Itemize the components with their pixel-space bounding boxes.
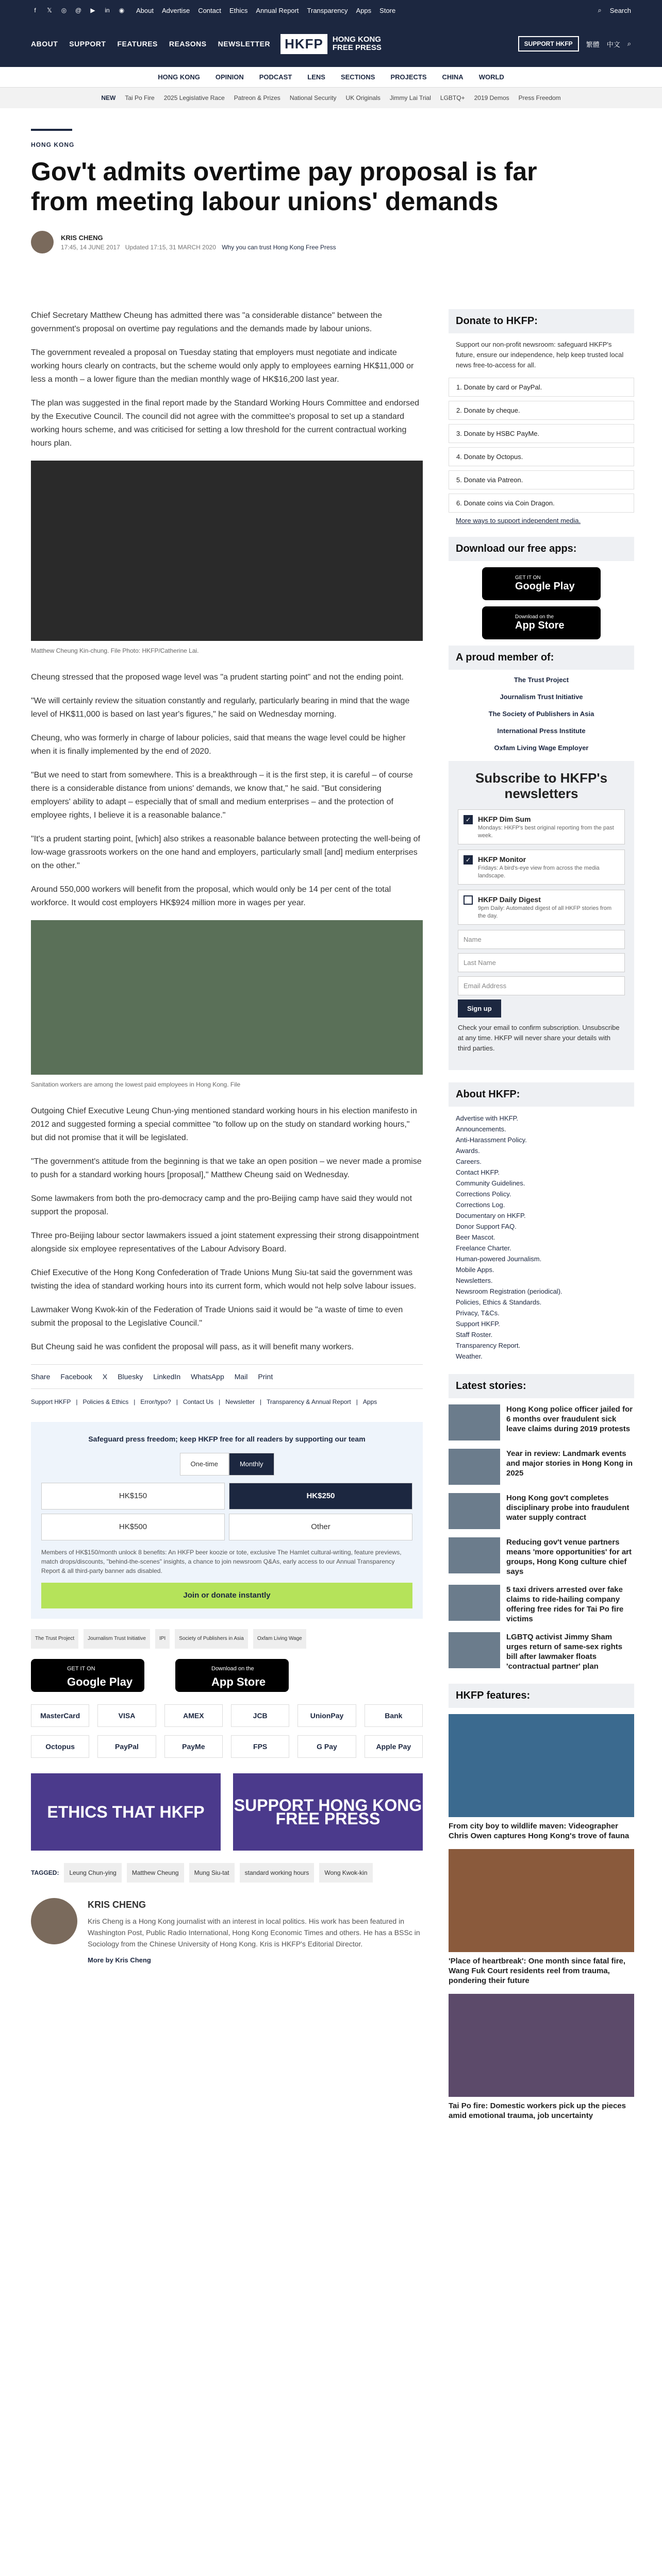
about-link[interactable]: Privacy, T&Cs. <box>456 1309 500 1317</box>
as-label: App Store <box>515 620 565 631</box>
member-heading: A proud member of: <box>449 646 634 670</box>
thumbnail <box>449 1449 500 1485</box>
paragraph: Lawmaker Wong Kwok-kin of the Federation of Trade Unions said it would be "a waste of time to even submit the proposal to the Legislative Council." <box>31 1306 403 1328</box>
checkbox-icon[interactable] <box>464 895 473 905</box>
about-link[interactable]: Documentary on HKFP. <box>456 1212 526 1219</box>
signup-button[interactable]: Sign up <box>458 999 501 1018</box>
applepay-icon: Apple Pay <box>365 1735 423 1758</box>
trending-link[interactable]: 2025 Legislative Race <box>163 94 225 101</box>
author-bio: Kris Cheng is a Hong Kong journalist with an interest in local politics. His work has been featured in Washington Post, Public Radio International, Hong Kong Economic Times and others. He has a BSSc in Sociology from the Chinese University of Hong Kong. Kris is HKFP's Editorial Director. <box>88 1917 420 1948</box>
thumbnail <box>449 1632 500 1668</box>
gpay-icon: G Pay <box>297 1735 356 1758</box>
rss-icon[interactable]: ◉ <box>119 7 125 14</box>
paragraph: Some lawmakers from both the pro-democracy camp and the pro-Beijing camp have said they would not support the proposal. <box>31 1194 412 1216</box>
author-name[interactable]: KRIS CHENG <box>61 233 103 242</box>
tag[interactable]: Wong Kwok-kin <box>319 1863 372 1883</box>
about-link[interactable]: Corrections Policy. <box>456 1190 511 1198</box>
donate-method[interactable]: 2. Donate by cheque. <box>449 401 634 420</box>
share-mail[interactable]: Mail <box>234 1372 248 1381</box>
ethics-banner[interactable]: ETHICS THAT HKFP <box>31 1773 221 1851</box>
story-title[interactable]: Year in review: Landmark events and major stories in Hong Kong in 2025 <box>506 1449 633 1478</box>
search-label[interactable]: Search <box>609 6 631 14</box>
paragraph: But Cheung said he was confident the proposal will pass, as it will benefit many workers. <box>31 1343 354 1351</box>
paragraph: Cheung stressed that the proposed wage level was "a prudent starting point" and not the ending point. <box>31 673 404 682</box>
google-play-button[interactable] <box>31 1659 144 1692</box>
about-link[interactable]: Staff Roster. <box>456 1331 493 1338</box>
main-nav <box>0 67 662 88</box>
nl-name: HKFP Daily Digest <box>478 895 541 904</box>
paypal-icon: PayPal <box>97 1735 156 1758</box>
feature-image <box>449 1714 634 1817</box>
more-by-author[interactable]: More by Kris Cheng <box>88 1956 151 1964</box>
instagram-icon[interactable]: ◎ <box>61 7 67 14</box>
monthly-option[interactable]: Monthly <box>229 1453 274 1476</box>
nl-name: HKFP Dim Sum <box>478 815 531 823</box>
bank-icon: Bank <box>365 1704 423 1727</box>
donate-method[interactable]: 5. Donate via Patreon. <box>449 470 634 489</box>
newsletter-option[interactable] <box>458 809 625 844</box>
octopus-icon: Octopus <box>31 1735 89 1758</box>
author-box <box>31 1898 423 1967</box>
about-link[interactable]: Newsroom Registration (periodical). <box>456 1287 562 1295</box>
facebook-icon[interactable]: f <box>34 7 36 14</box>
story-title[interactable]: LGBTQ activist Jimmy Sham urges return of same-sex rights bill after lawmaker floats 'contractual partner' plan <box>506 1633 623 1671</box>
photo-caption: Sanitation workers are among the lowest paid employees in Hong Kong. File <box>31 1081 241 1088</box>
checkbox-checked-icon[interactable]: ✓ <box>464 815 473 824</box>
tag[interactable]: standard working hours <box>240 1863 315 1883</box>
threads-icon[interactable]: @ <box>75 7 82 14</box>
x-icon[interactable]: 𝕏 <box>47 7 52 14</box>
menu-support[interactable]: SUPPORT <box>69 40 106 48</box>
top-link-about[interactable]: About <box>136 6 154 14</box>
payment-logos <box>31 1704 423 1758</box>
signup-note: Check your email to confirm subscription. Unsubscribe at any time. HKFP will never share your details with third parties. <box>458 1024 620 1052</box>
donate-method[interactable]: 4. Donate by Octopus. <box>449 447 634 466</box>
list-item[interactable] <box>449 1632 634 1671</box>
nav-sections[interactable]: SECTIONS <box>340 73 375 81</box>
nl-desc: Fridays: A bird's-eye view from across the media landscape. <box>478 865 600 879</box>
mastercard-icon: MasterCard <box>31 1704 89 1727</box>
share-print[interactable]: Print <box>258 1372 273 1381</box>
top-link-contact[interactable]: Contact <box>198 6 221 14</box>
paragraph: The government revealed a proposal on Tuesday stating that employers must negotiate and indicate working hours clearly on contracts, but the scheme would only apply to employees earning HK$11,000 or less a month – a lower figure than the median monthly wage of HK$16,200 last year. <box>31 348 414 384</box>
trending-link[interactable]: UK Originals <box>345 94 380 101</box>
as-small: Download on the <box>211 1666 254 1672</box>
tag[interactable]: Matthew Cheung <box>127 1863 184 1883</box>
as-small: Download on the <box>515 614 554 620</box>
linkedin-icon[interactable]: in <box>105 7 110 14</box>
share-bar <box>31 1364 423 1389</box>
nl-desc: Mondays: HKFP's best original reporting from the past week. <box>478 825 614 839</box>
donate-heading: Donate to HKFP: <box>449 309 634 333</box>
photo-caption: Matthew Cheung Kin-chung. File Photo: HKFP/Catherine Lai. <box>31 647 199 654</box>
newsletter-title: Subscribe to HKFP's newsletters <box>475 770 608 801</box>
donate-methods <box>449 378 634 513</box>
unionpay-icon: UnionPay <box>297 1704 356 1727</box>
app-buttons <box>31 1659 423 1692</box>
member-logo[interactable]: The Trust Project <box>514 676 569 684</box>
about-link[interactable]: Donor Support FAQ. <box>456 1223 517 1230</box>
about-link[interactable]: Awards. <box>456 1147 480 1155</box>
paragraph: "It's a prudent starting point, [which] also strikes a reasonable balance between protecting the well-being of low-wage grassroots workers on the one hand and employers, particularly small [and] medium enterprises on the other." <box>31 835 420 870</box>
member-benefits: Members of HK$150/month unlock 8 benefits: An HKFP beer koozie or tote, exclusive The Hamlet cultural-writing, feature previews, match drops/discounts, "behind-the-scenes" insights, a chance to join newsroom Q&As, early access to our Annual Transparency Report & all third-party banner ads disabled. <box>41 1549 402 1574</box>
share-bluesky[interactable]: Bluesky <box>118 1372 143 1381</box>
nl-desc: 9pm Daily: Automated digest of all HKFP stories from the day. <box>478 905 612 919</box>
about-link[interactable]: Support HKFP. <box>456 1320 500 1328</box>
tag[interactable]: Mung Siu-tat <box>189 1863 235 1883</box>
jcb-icon: JCB <box>231 1704 289 1727</box>
about-link[interactable]: Community Guidelines. <box>456 1179 525 1187</box>
story-title[interactable]: Hong Kong police officer jailed for 6 months over fraudulent sick leave claims during 2019 protests <box>506 1405 633 1433</box>
feature-title[interactable]: From city boy to wildlife maven: Videographer Chris Owen captures Hong Kong's trove of fauna <box>449 1822 630 1840</box>
about-link[interactable]: Mobile Apps. <box>456 1266 494 1274</box>
feature-image <box>449 1849 634 1952</box>
footer-link[interactable]: Contact Us <box>183 1398 214 1405</box>
logo-line1: HONG KONG <box>332 35 382 44</box>
tags-label: TAGGED: <box>31 1869 59 1876</box>
story-title[interactable]: Hong Kong gov't completes disciplinary probe into fraudulent water supply contract <box>506 1494 630 1522</box>
footer-link[interactable]: Policies & Ethics <box>82 1398 129 1405</box>
donation-tiers <box>41 1483 412 1540</box>
paragraph: "But we need to start from somewhere. This is a breakthrough – it is the first step, it is careful – of course there is a considerable distance from unions' demands, we know that," he said. "But considering employers' ability to adapt – especially that of small and medium enterprises – and the protection of employee rights, I believe it is a reasonable balance." <box>31 771 413 820</box>
jti-badge[interactable]: Journalism Trust Initiative <box>84 1629 150 1649</box>
paragraph: "We will certainly review the situation constantly and regularly, particularly bearing in mind that the wage level of HK$11,000 is based on last year's figures," he said on Wednesday morning. <box>31 697 410 719</box>
about-link[interactable]: Contact HKFP. <box>456 1168 500 1176</box>
footer-link[interactable]: Apps <box>362 1398 377 1405</box>
newsletter-option[interactable] <box>458 850 625 885</box>
donate-method[interactable]: 1. Donate by card or PayPal. <box>449 378 634 397</box>
top-link-store[interactable]: Store <box>379 6 396 14</box>
lang-switch-2[interactable]: 中文 <box>606 40 620 48</box>
nav-podcast[interactable]: PODCAST <box>259 73 292 81</box>
feature-title[interactable]: 'Place of heartbreak': One month since fatal fire, Wang Fuk Court residents reel from trauma, pondering their future <box>449 1957 626 1985</box>
list-item[interactable] <box>449 1404 634 1440</box>
feature-image <box>449 1994 634 2097</box>
avatar[interactable] <box>31 1898 77 1944</box>
lang-switch[interactable]: 繁體 <box>586 40 600 48</box>
about-link[interactable]: Beer Mascot. <box>456 1233 495 1241</box>
tags <box>31 1863 423 1883</box>
publish-date: 17:45, 14 JUNE 2017 <box>61 243 120 251</box>
donate-heading: Safeguard press freedom; keep HKFP free for all readers by supporting our team <box>88 1435 366 1443</box>
member-logo[interactable]: International Press Institute <box>497 727 586 735</box>
masthead <box>0 21 662 67</box>
about-link[interactable]: Announcements. <box>456 1125 506 1133</box>
list-item[interactable] <box>449 1537 634 1577</box>
apps-heading: Download our free apps: <box>449 537 634 561</box>
about-list <box>449 1113 634 1362</box>
frequency-toggle <box>41 1453 412 1476</box>
paragraph: Three pro-Beijing labour sector lawmakers issued a joint statement expressing their strong disappointment alongside six employee representatives of the Labour Advisory Board. <box>31 1231 419 1253</box>
article-title: Gov't admits overtime pay proposal is far from meeting labour unions' demands <box>31 157 537 216</box>
top-link-annual-report[interactable]: Annual Report <box>256 6 299 14</box>
logo-box: HKFP <box>280 34 327 54</box>
app-store-button[interactable] <box>482 606 601 639</box>
join-button[interactable]: Join or donate instantly <box>41 1583 412 1608</box>
amex-icon: AMEX <box>164 1704 223 1727</box>
menu-reasons[interactable]: REASONS <box>169 40 207 48</box>
oxfam-badge[interactable]: Oxfam Living Wage <box>253 1629 306 1649</box>
gp-label: Google Play <box>515 581 575 592</box>
sanitation-workers-photo <box>31 920 423 1075</box>
sidebar <box>449 309 634 2129</box>
menu-about[interactable]: ABOUT <box>31 40 58 48</box>
paragraph: Chief Executive of the Hong Kong Confederation of Trade Unions Mung Siu-tat said the government was twisting the idea of standard working hours into its current form, which would not help solve labour issues. <box>31 1268 417 1291</box>
about-link[interactable]: Advertise with HKFP. <box>456 1114 519 1122</box>
tag[interactable]: Leung Chun-ying <box>64 1863 121 1883</box>
name-input[interactable]: Name <box>458 930 625 949</box>
nav-hong-kong[interactable]: HONG KONG <box>158 73 200 81</box>
author-box-name[interactable]: KRIS CHENG <box>88 1900 146 1910</box>
trending-link[interactable]: LGBTQ+ <box>440 94 465 101</box>
trending-link[interactable]: 2019 Demos <box>474 94 509 101</box>
google-play-button[interactable] <box>482 567 601 600</box>
app-store-button[interactable] <box>175 1659 289 1692</box>
masthead-menu <box>31 40 270 48</box>
youtube-icon[interactable]: ▶ <box>90 7 95 14</box>
paragraph: Chief Secretary Matthew Cheung has admitted there was "a considerable distance" between the government's proposal on overtime pay regulations and the demands made by labour unions. <box>31 311 383 333</box>
nav-world[interactable]: WORLD <box>478 73 504 81</box>
about-link[interactable]: Newsletters. <box>456 1277 493 1284</box>
paragraph: Outgoing Chief Executive Leung Chun-ying mentioned standard working hours in his election manifesto in 2012 and suggested forming a special committee "to follow up on the study on standard working hours," but did not promise that it will be legislated. <box>31 1107 417 1142</box>
share-label: Share <box>31 1372 51 1381</box>
last-name-input[interactable]: Last Name <box>458 953 625 972</box>
author-avatar[interactable] <box>31 231 54 253</box>
trending-link[interactable]: Patreon & Prizes <box>234 94 280 101</box>
fps-icon: FPS <box>231 1735 289 1758</box>
donate-widget <box>31 1422 423 1619</box>
trust-badges <box>31 1629 423 1649</box>
share-facebook[interactable]: Facebook <box>60 1372 92 1381</box>
feature-title[interactable]: Tai Po fire: Domestic workers pick up the pieces amid emotional trauma, job uncertainty <box>449 2102 626 2120</box>
logo-text <box>333 36 382 52</box>
tier-500[interactable]: HK$500 <box>41 1514 225 1540</box>
about-link[interactable]: Freelance Charter. <box>456 1244 511 1252</box>
top-link-ethics[interactable]: Ethics <box>229 6 248 14</box>
support-hkfp-button[interactable]: SUPPORT HKFP <box>518 36 579 52</box>
trending-link[interactable]: Press Freedom <box>518 94 561 101</box>
trending-bar <box>0 88 662 108</box>
feature-item[interactable] <box>449 1849 634 1986</box>
thumbnail <box>449 1404 500 1440</box>
story-title[interactable]: Reducing gov't venue partners means 'more opportunities' for art groups, Hong Kong culture chief says <box>506 1538 632 1576</box>
thumbnail <box>449 1493 500 1529</box>
member-logo[interactable]: Oxfam Living Wage Employer <box>494 744 589 752</box>
search-icon[interactable]: ⌕ <box>627 40 631 47</box>
thumbnail <box>449 1585 500 1621</box>
about-link[interactable]: Anti-Harassment Policy. <box>456 1136 527 1144</box>
footer-link[interactable]: Support HKFP <box>31 1398 71 1405</box>
about-link[interactable]: Weather. <box>456 1352 483 1360</box>
updated-date: Updated 17:15, 31 MARCH 2020 <box>125 243 216 251</box>
promo-banners <box>31 1773 423 1851</box>
category-kicker[interactable]: HONG KONG <box>31 141 75 148</box>
footer-link[interactable]: Error/typo? <box>140 1398 171 1405</box>
nav-projects[interactable]: PROJECTS <box>390 73 427 81</box>
footer-link[interactable]: Newsletter <box>225 1398 255 1405</box>
top-link-transparency[interactable]: Transparency <box>307 6 348 14</box>
about-link[interactable]: Transparency Report. <box>456 1342 521 1349</box>
sopa-badge[interactable]: Society of Publishers in Asia <box>175 1629 248 1649</box>
nl-name: HKFP Monitor <box>478 855 526 863</box>
about-link[interactable]: Corrections Log. <box>456 1201 505 1209</box>
newsletter-option[interactable] <box>458 890 625 925</box>
paragraph: Cheung, who was formerly in charge of labour policies, said that means the wage level could be higher when it is finally implemented by the end of 2020. <box>31 734 406 756</box>
trending-link[interactable]: Jimmy Lai Trial <box>389 94 431 101</box>
byline <box>31 231 634 253</box>
top-utility-bar <box>0 0 662 21</box>
ipi-badge[interactable]: IPI <box>155 1629 170 1649</box>
features-heading: HKFP features: <box>449 1684 634 1708</box>
matthew-cheung-photo <box>31 461 423 641</box>
article-body <box>31 309 423 1967</box>
new-label: NEW <box>101 94 116 101</box>
trending-link[interactable]: Tai Po Fire <box>125 94 155 101</box>
share-x[interactable]: X <box>102 1372 108 1381</box>
article-header <box>31 129 634 259</box>
member-logo[interactable]: The Society of Publishers in Asia <box>488 710 594 718</box>
tier-250[interactable]: HK$250 <box>229 1483 412 1510</box>
tier-other[interactable]: Other <box>229 1514 412 1540</box>
feature-item[interactable] <box>449 1994 634 2121</box>
menu-features[interactable]: FEATURES <box>117 40 158 48</box>
article-footer-links: Support HKFP | Policies & Ethics | Error/typo? | Contact Us | Newsletter | Transparency & Annual Report | Apps <box>31 1395 423 1409</box>
tier-150[interactable]: HK$150 <box>41 1483 225 1510</box>
menu-newsletter[interactable]: NEWSLETTER <box>218 40 271 48</box>
trust-project-badge[interactable]: The Trust Project <box>31 1629 78 1649</box>
list-item[interactable] <box>449 1449 634 1485</box>
social-icons <box>31 6 126 14</box>
donate-method[interactable]: 3. Donate by HSBC PayMe. <box>449 424 634 443</box>
payme-icon: PayMe <box>164 1735 223 1758</box>
paragraph: Around 550,000 workers will benefit from the proposal, which would only be 14 per cent of the total workforce. It would cost employers HK$924 million more in wages per year. <box>31 885 391 907</box>
logo-line2: FREE PRESS <box>332 43 382 52</box>
top-link-advertise[interactable]: Advertise <box>161 6 190 14</box>
top-links <box>136 7 395 14</box>
support-banner[interactable]: SUPPORT HONG KONG FREE PRESS <box>233 1773 423 1851</box>
share-linkedin[interactable]: LinkedIn <box>153 1372 181 1381</box>
gp-small: GET IT ON <box>515 575 541 581</box>
more-ways-link[interactable]: More ways to support independent media. <box>456 517 581 524</box>
share-whatsapp[interactable]: WhatsApp <box>191 1372 224 1381</box>
paragraph: The plan was suggested in the final report made by the Standard Working Hours Committee and endorsed by the Executive Council. The council did not agree with the committee's proposal to set up a standard working hours scheme, and was criticised for setting a low threshold for the current contractual working hours plan. <box>31 399 420 448</box>
nav-lens[interactable]: LENS <box>307 73 325 81</box>
email-input[interactable]: Email Address <box>458 976 625 995</box>
list-item[interactable] <box>449 1493 634 1529</box>
as-label: App Store <box>211 1675 266 1688</box>
footer-link[interactable]: Transparency & Annual Report <box>267 1398 351 1405</box>
donate-blurb: Support our non-profit newsroom: safeguard HKFP's future, ensure our independence, help keep trusted local news free-to-access for all. <box>456 341 624 369</box>
about-link[interactable]: Careers. <box>456 1158 482 1165</box>
figure <box>31 461 423 657</box>
divider <box>31 129 72 131</box>
newsletter-box <box>449 761 634 1070</box>
checkbox-checked-icon[interactable]: ✓ <box>464 855 473 865</box>
gp-label: Google Play <box>67 1675 133 1688</box>
list-item[interactable] <box>449 1585 634 1624</box>
nav-opinion[interactable]: OPINION <box>215 73 244 81</box>
nav-china[interactable]: CHINA <box>442 73 464 81</box>
about-link[interactable]: Human-powered Journalism. <box>456 1255 542 1263</box>
trust-link[interactable]: Why you can trust Hong Kong Free Press <box>222 243 336 251</box>
about-link[interactable]: Policies, Ethics & Standards. <box>456 1298 542 1306</box>
donate-method[interactable]: 6. Donate coins via Coin Dragon. <box>449 494 634 513</box>
figure <box>31 920 423 1091</box>
feature-item[interactable] <box>449 1714 634 1841</box>
about-heading: About HKFP: <box>449 1082 634 1107</box>
story-title[interactable]: 5 taxi drivers arrested over fake claims to ride-hailing company offering free rides for Tai Po fire victims <box>506 1585 624 1623</box>
member-logo[interactable]: Journalism Trust Initiative <box>500 693 583 701</box>
trending-link[interactable]: National Security <box>289 94 337 101</box>
gp-small: GET IT ON <box>67 1666 95 1672</box>
visa-icon: VISA <box>97 1704 156 1727</box>
top-link-apps[interactable]: Apps <box>356 6 372 14</box>
latest-heading: Latest stories: <box>449 1374 634 1398</box>
thumbnail <box>449 1537 500 1573</box>
paragraph: "The government's attitude from the beginning is that we take an open position – we never made a promise to push for a standard working hours [proposal]," Matthew Cheung said on Wednesday. <box>31 1157 422 1179</box>
one-time-option[interactable]: One-time <box>180 1453 229 1476</box>
site-logo[interactable] <box>280 34 382 54</box>
search-icon[interactable]: ⌕ <box>598 6 602 14</box>
